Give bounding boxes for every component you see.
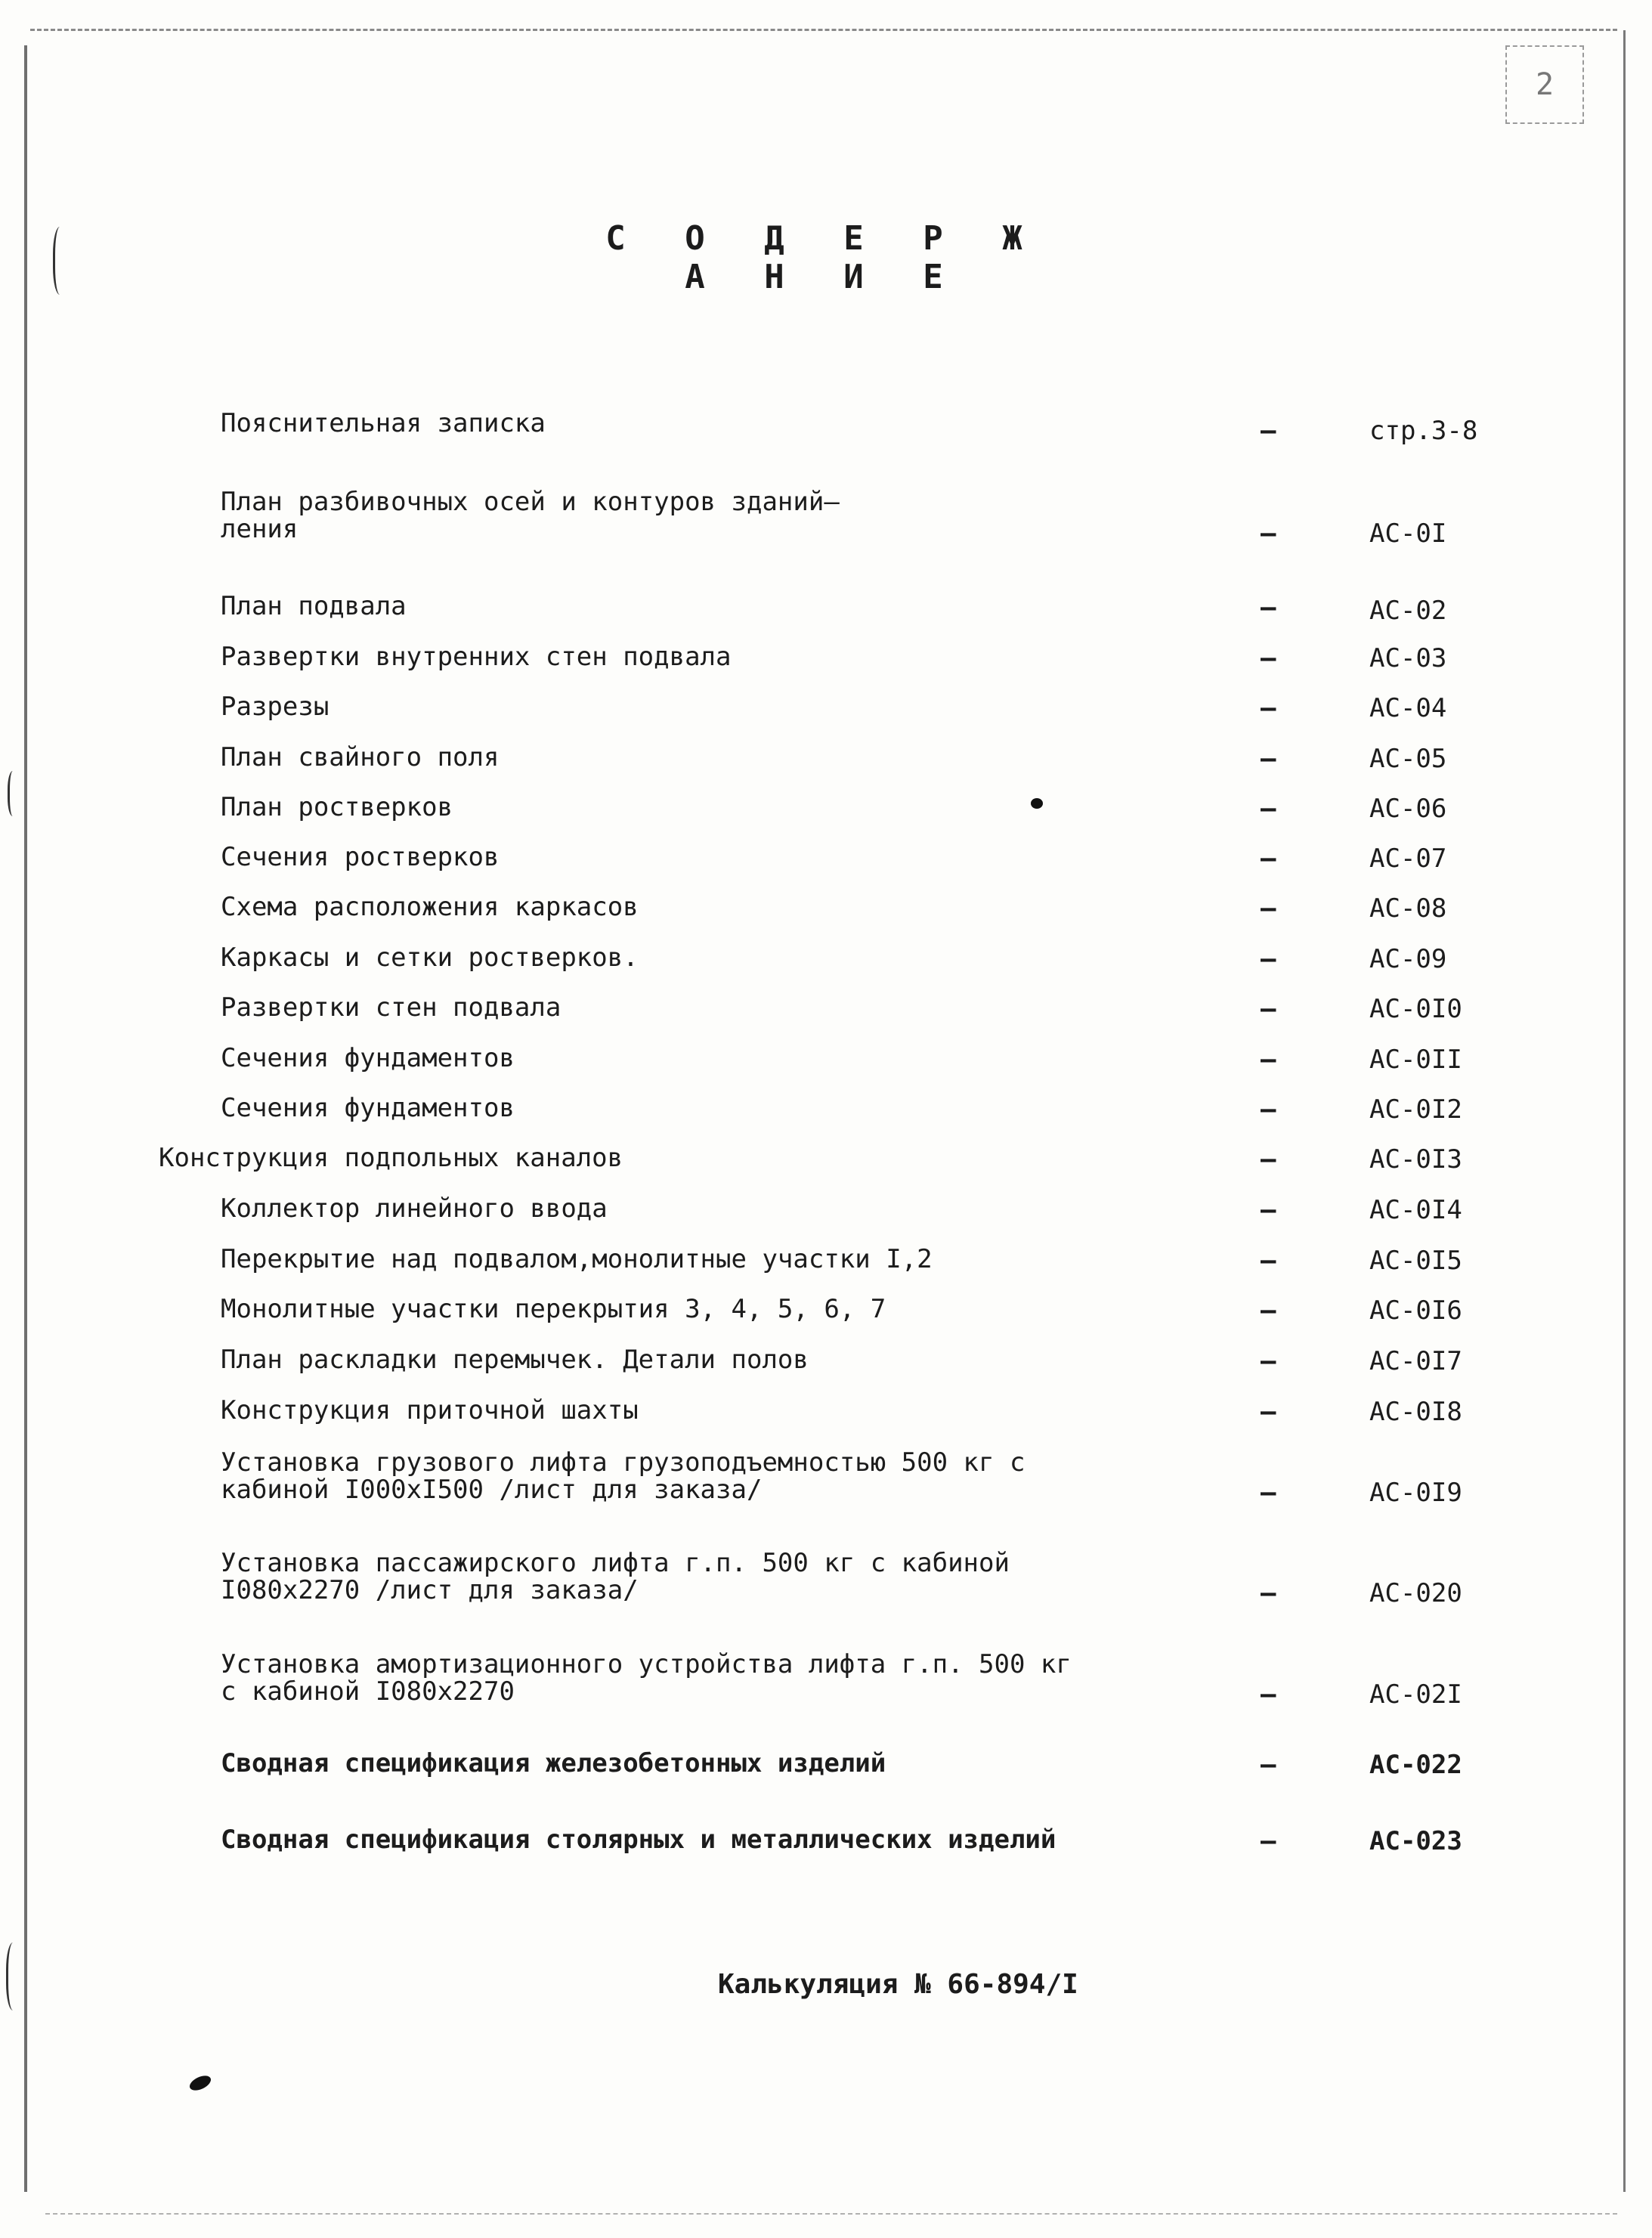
toc-entry-code: АС-0I5 <box>1369 1246 1462 1276</box>
toc-dash: – <box>1261 1295 1276 1326</box>
toc-entry-code: АС-09 <box>1369 944 1447 974</box>
toc-dash: – <box>1261 1144 1276 1175</box>
toc-entry-text: Коллектор линейного ввода <box>221 1193 608 1224</box>
toc-entry-code: АС-06 <box>1369 794 1447 824</box>
toc-entry-code: АС-0I0 <box>1369 994 1462 1024</box>
toc-entry-text: Установка амортизационного устройства лифта г.п. 500 кг с кабиной I080х2270 <box>221 1649 1072 1707</box>
toc-entry-text: План свайного поля <box>221 742 500 772</box>
toc-entry-text: Установка грузового лифта грузоподъемностью 500 кг с кабиной I000хI500 /лист для заказа/ <box>221 1447 1026 1505</box>
margin-mark <box>8 771 20 816</box>
toc-dash: – <box>1261 693 1276 723</box>
toc-dash: – <box>1261 893 1276 924</box>
page-border-left <box>24 45 27 2192</box>
toc-dash: – <box>1261 844 1276 874</box>
toc-entry-code: АС-04 <box>1369 693 1447 723</box>
toc-entry-text: План разбивочных осей и контуров зданий– ления <box>221 487 840 544</box>
toc-entry-text: Перекрытие над подвалом,монолитные участки I,2 <box>221 1244 933 1274</box>
toc-entry-text: План раскладки перемычек. Детали полов <box>221 1345 809 1375</box>
page-border-right <box>1623 30 1626 2192</box>
toc-entry-text: Сечения фундаментов <box>221 1093 515 1123</box>
toc-entry-text: Сечения фундаментов <box>221 1043 515 1073</box>
toc-entry-text: Развертки внутренних стен подвала <box>221 642 732 672</box>
toc-dash: – <box>1261 1826 1276 1856</box>
toc-dash: – <box>1261 1478 1276 1508</box>
toc-entry-text: План ростверков <box>221 792 453 822</box>
page-number-stamp <box>1505 45 1584 124</box>
toc-entry-text: Схема расположения каркасов <box>221 892 639 922</box>
margin-mark <box>6 1942 23 2010</box>
toc-entry-text: Монолитные участки перекрытия 3, 4, 5, 6, 7 <box>221 1294 886 1324</box>
toc-entry-text: План подвала <box>221 591 407 621</box>
toc-dash: – <box>1261 1094 1276 1125</box>
toc-entry-text: Установка пассажирского лифта г.п. 500 кг с кабиной I080х2270 /лист для заказа/ <box>221 1548 1010 1605</box>
toc-dash: – <box>1261 1246 1276 1276</box>
toc-entry-code: стр.3-8 <box>1369 416 1478 446</box>
toc-entry-code: АС-0I8 <box>1369 1397 1462 1427</box>
toc-entry-text: Каркасы и сетки ростверков. <box>221 943 639 973</box>
toc-entry-code: АС-020 <box>1369 1578 1462 1608</box>
toc-entry-code: АС-022 <box>1369 1750 1462 1780</box>
toc-dash: – <box>1261 744 1276 774</box>
toc-entry-text: Конструкция приточной шахты <box>221 1395 639 1425</box>
toc-entry-code: АС-0I4 <box>1369 1195 1462 1225</box>
page-title: С О Д Е Р Ж А Н И Е <box>605 219 1042 296</box>
toc-entry-text: Сводная спецификация железобетонных изделий <box>221 1748 886 1778</box>
toc-entry-code: АС-03 <box>1369 643 1447 673</box>
toc-entry-code: АС-0I3 <box>1369 1144 1462 1175</box>
toc-entry-code: АС-0I <box>1369 518 1447 549</box>
toc-dash: – <box>1261 1750 1276 1780</box>
toc-entry-text: Пояснительная записка <box>221 408 546 438</box>
toc-dash: – <box>1261 944 1276 974</box>
toc-entry-code: АС-023 <box>1369 1826 1462 1856</box>
toc-dash: – <box>1261 1045 1276 1075</box>
page-border-top <box>30 29 1617 31</box>
toc-dash: – <box>1261 1195 1276 1225</box>
toc-dash: – <box>1261 1578 1276 1608</box>
toc-entry-code: АС-02 <box>1369 596 1447 626</box>
toc-dash: – <box>1261 794 1276 824</box>
toc-dash: – <box>1261 643 1276 673</box>
page-number: 2 <box>1535 67 1555 102</box>
toc-dash: – <box>1261 593 1276 623</box>
toc-entry-code: АС-0II <box>1369 1045 1462 1075</box>
toc-entry-code: АС-0I6 <box>1369 1295 1462 1326</box>
toc-entry-code: АС-05 <box>1369 744 1447 774</box>
toc-entry-text: Сводная спецификация столярных и металлических изделий <box>221 1825 1056 1855</box>
toc-dash: – <box>1261 1397 1276 1427</box>
toc-entry-text: Сечения ростверков <box>221 842 500 872</box>
toc-entry-code: АС-08 <box>1369 893 1447 924</box>
toc-dash: – <box>1261 1679 1276 1710</box>
calculation-number: Калькуляция № 66-894/I <box>718 1969 1078 2000</box>
toc-dash: – <box>1261 518 1276 549</box>
ink-spot <box>1031 798 1043 809</box>
toc-entry-code: АС-0I7 <box>1369 1346 1462 1376</box>
toc-entry-code: АС-0I9 <box>1369 1478 1462 1508</box>
margin-mark <box>53 227 70 295</box>
toc-entry-code: АС-0I2 <box>1369 1094 1462 1125</box>
toc-dash: – <box>1261 994 1276 1024</box>
ink-spot <box>187 2072 213 2093</box>
toc-dash: – <box>1261 1346 1276 1376</box>
toc-dash: – <box>1261 416 1276 446</box>
toc-entry-code: АС-02I <box>1369 1679 1462 1710</box>
toc-entry-text: Разрезы <box>221 692 329 722</box>
toc-entry-code: АС-07 <box>1369 844 1447 874</box>
toc-entry-text: Развертки стен подвала <box>221 992 561 1023</box>
page-border-bottom <box>45 2213 1617 2215</box>
toc-entry-text: Конструкция подпольных каналов <box>159 1143 623 1173</box>
